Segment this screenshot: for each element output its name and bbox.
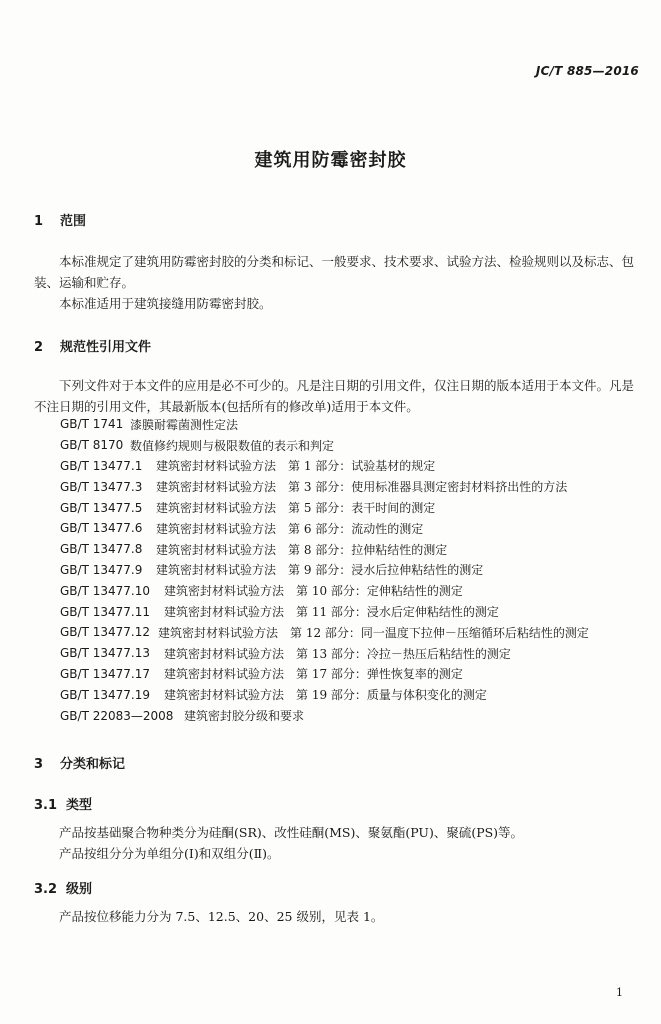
section-number: 3.1 bbox=[34, 798, 58, 813]
reference-title: 建筑密封材料试验方法 第 8 部分：拉伸粘结性的测定 bbox=[156, 542, 448, 557]
reference-item bbox=[60, 414, 650, 435]
reference-title: 建筑密封材料试验方法 第 6 部分：流动性的测定 bbox=[156, 521, 424, 536]
reference-item bbox=[60, 560, 650, 581]
section-3-1-paragraph-2: 产品按组分分为单组分(Ⅰ)和双组分(Ⅱ)。 bbox=[59, 846, 280, 861]
section-title: 分类和标记 bbox=[60, 757, 126, 772]
section-number: 2 bbox=[34, 340, 44, 355]
reference-title: 建筑密封胶分级和要求 bbox=[184, 709, 305, 724]
reference-code: GB/T 13477.9 bbox=[60, 562, 143, 577]
document-title: 建筑用防霉密封胶 bbox=[254, 150, 407, 171]
reference-title: 建筑密封材料试验方法 第 5 部分：表干时间的测定 bbox=[156, 501, 436, 516]
section-title: 类型 bbox=[66, 798, 93, 813]
reference-item bbox=[60, 497, 650, 518]
reference-code: GB/T 13477.6 bbox=[60, 521, 143, 536]
reference-title: 建筑密封材料试验方法 第 13 部分：冷拉－热压后粘结性的测定 bbox=[164, 646, 511, 661]
reference-title: 漆膜耐霉菌测性定法 bbox=[130, 417, 239, 432]
section-number: 1 bbox=[34, 214, 44, 229]
reference-item bbox=[60, 684, 650, 705]
reference-item bbox=[60, 664, 650, 685]
section-1-heading bbox=[34, 210, 86, 229]
standard-code: JC/T 885—2016 bbox=[535, 64, 639, 78]
reference-title: 建筑密封材料试验方法 第 1 部分：试验基材的规定 bbox=[156, 459, 436, 474]
reference-item bbox=[60, 435, 650, 456]
reference-item bbox=[60, 539, 650, 560]
page-number: 1 bbox=[616, 986, 623, 999]
reference-title: 建筑密封材料试验方法 第 17 部分：弹性恢复率的测定 bbox=[164, 667, 463, 682]
reference-code: GB/T 13477.19 bbox=[60, 687, 150, 702]
reference-item bbox=[60, 643, 650, 664]
reference-title: 建筑密封材料试验方法 第 10 部分：定伸粘结性的测定 bbox=[164, 584, 463, 599]
section-3-1-paragraph-1: 产品按基础聚合物种类分为硅酮(SR)、改性硅酮(MS)、聚氨酯(PU)、聚硫(PS)等。 bbox=[59, 825, 524, 840]
reference-code: GB/T 13477.10 bbox=[60, 583, 150, 598]
reference-item bbox=[60, 622, 650, 643]
section-number: 3 bbox=[34, 757, 44, 772]
reference-item bbox=[60, 705, 650, 726]
reference-title: 数值修约规则与极限数值的表示和判定 bbox=[130, 438, 335, 453]
reference-code: GB/T 1741 bbox=[60, 417, 124, 432]
reference-code: GB/T 13477.5 bbox=[60, 500, 143, 515]
section-title: 范围 bbox=[60, 214, 87, 229]
section-2-intro: 下列文件对于本文件的应用是必不可少的。凡是注日期的引用文件，仅注日期的版本适用于本文件。凡是不注日期的引用文件，其最新版本(包括所有的修改单)适用于本文件。 bbox=[34, 378, 635, 414]
reference-code: GB/T 13477.13 bbox=[60, 646, 150, 661]
reference-item bbox=[60, 518, 650, 539]
reference-code: GB/T 13477.8 bbox=[60, 542, 143, 557]
reference-item bbox=[60, 601, 650, 622]
reference-item bbox=[60, 580, 650, 601]
reference-code: GB/T 22083—2008 bbox=[60, 708, 174, 723]
reference-title: 建筑密封材料试验方法 第 9 部分：浸水后拉伸粘结性的测定 bbox=[156, 563, 484, 578]
section-1-paragraph-2: 本标准适用于建筑接缝用防霉密封胶。 bbox=[59, 296, 272, 311]
section-3-2-paragraph-1: 产品按位移能力分为 7.5、12.5、20、25 级别，见表 1。 bbox=[59, 909, 384, 924]
section-number: 3.2 bbox=[34, 882, 58, 897]
reference-title: 建筑密封材料试验方法 第 3 部分：使用标准器具测定密封材料挤出性的方法 bbox=[156, 480, 568, 495]
section-3-2-heading bbox=[34, 878, 92, 897]
reference-code: GB/T 13477.17 bbox=[60, 666, 150, 681]
section-3-heading bbox=[34, 753, 125, 772]
normative-references-list bbox=[60, 414, 650, 726]
reference-item bbox=[60, 456, 650, 477]
reference-code: GB/T 13477.11 bbox=[60, 604, 150, 619]
section-title: 规范性引用文件 bbox=[60, 340, 152, 355]
reference-code: GB/T 13477.1 bbox=[60, 458, 143, 473]
reference-title: 建筑密封材料试验方法 第 11 部分：浸水后定伸粘结性的测定 bbox=[164, 605, 499, 620]
reference-title: 建筑密封材料试验方法 第 19 部分：质量与体积变化的测定 bbox=[164, 688, 487, 703]
section-title: 级别 bbox=[66, 882, 93, 897]
reference-title: 建筑密封材料试验方法 第 12 部分：同一温度下拉伸－压缩循环后粘结性的测定 bbox=[158, 625, 589, 640]
section-1-paragraph-1: 本标准规定了建筑用防霉密封胶的分类和标记、一般要求、技术要求、试验方法、检验规则以及标志、包装、运输和贮存。 bbox=[34, 254, 635, 290]
reference-code: GB/T 13477.12 bbox=[60, 625, 150, 640]
reference-item bbox=[60, 476, 650, 497]
section-3-1-heading bbox=[34, 794, 92, 813]
reference-code: GB/T 13477.3 bbox=[60, 479, 143, 494]
reference-code: GB/T 8170 bbox=[60, 438, 124, 453]
section-2-heading bbox=[34, 336, 151, 355]
